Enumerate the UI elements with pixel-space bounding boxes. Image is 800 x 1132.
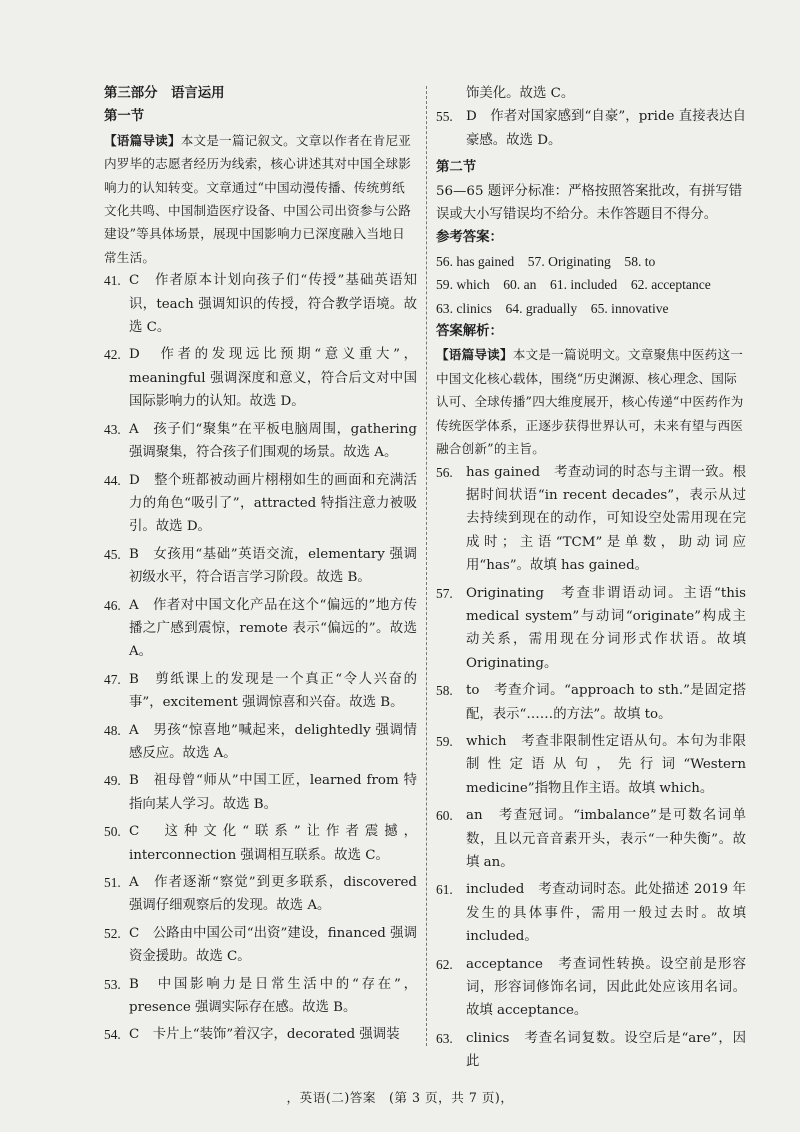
item-explanation: A 孩子们“聚集”在平板电脑周围，gathering 强调聚集，符合孩子们围观的场景。故选 A。 — [129, 421, 417, 461]
item-explanation: C 公路由中国公司“出资”建设，financed 强调资金援助。故选 C。 — [129, 925, 417, 965]
answer-item-57 — [436, 582, 746, 676]
guide-tag: 【语篇导读】 — [436, 347, 513, 363]
item-explanation: has gained 考查动词的时态与主谓一致。根据时间状语“in recent decades”，表示从过去持续到现在的动作，可知设空处需用现在完成时；主语“TCM”是单数，助动词应用“has”。故填 has gained。 — [466, 464, 746, 574]
item-number: 47. — [104, 671, 121, 687]
answer-item-41 — [104, 269, 417, 339]
answer-item-51 — [104, 871, 417, 918]
item-number: 60. — [436, 808, 453, 824]
analysis-title: 答案解析： — [436, 324, 503, 340]
guide-tag: 【语篇导读】 — [104, 132, 181, 148]
scoring-criteria: 56—65 题评分标准：严格按照答案批改，有拼写错误或大小写错误均不给分。未作答题目不得分。 — [436, 183, 743, 223]
item-number: 52. — [104, 925, 121, 941]
part-title: 第三部分 语言运用 — [104, 86, 225, 101]
item-number: 61. — [436, 882, 453, 898]
item-number: 42. — [104, 347, 121, 363]
item-explanation: A 作者对中国文化产品在这个“偏远的”地方传播之广感到震惊，remote 表示“偏远的”。故选 A。 — [129, 597, 417, 660]
item-54-continuation: 饰美化。故选 C。 — [466, 86, 575, 101]
answer-item-56 — [436, 461, 746, 578]
section-2-title: 第二节 — [436, 160, 477, 176]
item-number: 54. — [104, 1027, 121, 1043]
answer-item-62 — [436, 953, 746, 1023]
answer-item-60 — [436, 804, 746, 874]
item-number: 63. — [436, 1030, 453, 1046]
answer-item-50 — [104, 820, 417, 867]
item-explanation: to 考查介词。“approach to sth.”是固定搭配，表示“……的方法”。故填 to。 — [466, 683, 746, 722]
page-footer: ，英语(二)答案 (第 3 页，共 7 页)， — [286, 1090, 514, 1105]
answer-item-53 — [104, 973, 417, 1020]
passage-guide — [436, 343, 746, 460]
answer-item-55 — [436, 105, 746, 152]
item-explanation: C 这种文化“联系”让作者震撼，interconnection 强调相互联系。故选 C。 — [129, 824, 417, 863]
item-explanation: A 作者逐渐“察觉”到更多联系，discovered 强调仔细观察后的发现。故选 A。 — [129, 875, 417, 914]
item-explanation: an 考查冠词。“imbalance”是可数名词单数，且以元音音素开头，表示“一种失衡”。故填 an。 — [466, 808, 746, 870]
item-number: 49. — [104, 773, 121, 789]
answer-item-43 — [104, 418, 417, 465]
item-number: 55. — [436, 109, 453, 125]
answer-item-44 — [104, 469, 417, 539]
item-explanation: D 作者对国家感到“自豪”，pride 直接表达自豪感。故选 D。 — [466, 109, 746, 148]
item-number: 41. — [104, 273, 121, 289]
column-divider — [426, 86, 427, 1046]
item-number: 44. — [104, 472, 121, 488]
answer-item-42 — [104, 343, 417, 413]
answer-item-52 — [104, 922, 417, 969]
section-1-title: 第一节 — [104, 109, 145, 125]
answer-item-49 — [104, 769, 417, 816]
answer-item-59 — [436, 730, 746, 800]
item-explanation: D 整个班都被动画片栩栩如生的画面和充满活力的角色“吸引了”，attracted 特指注意力被吸引。故选 D。 — [129, 472, 417, 535]
item-number: 43. — [104, 421, 121, 437]
reference-answers-line-1: 56. has gained 57. Originating 58. to — [436, 253, 656, 269]
item-number: 58. — [436, 683, 453, 699]
item-number: 56. — [436, 464, 453, 480]
item-number: 50. — [104, 824, 121, 840]
passage-guide — [104, 129, 417, 269]
item-number: 46. — [104, 597, 121, 613]
reference-answers-line-3: 63. clinics 64. gradually 65. innovative — [436, 300, 669, 316]
answer-item-58 — [436, 679, 746, 726]
item-explanation: clinics 考查名词复数。设空后是“are”，因此 — [466, 1030, 746, 1070]
answer-item-45 — [104, 543, 417, 590]
answer-item-48 — [104, 719, 417, 766]
item-explanation: D 作者的发现远比预期“意义重大”，meaningful 强调深度和意义，符合后文对中国国际影响力的认知。故选 D。 — [129, 347, 417, 410]
reference-answers-line-2: 59. which 60. an 61. included 62. acceptance — [436, 277, 711, 293]
guide-text: 本文是一篇说明文。文章聚焦中医药这一中国文化核心载体，围绕“历史渊源、核心理念、国际认可、全球传播”四大维度展开，核心传递“中医药作为传统医学体系，正逐步获得世界认可，未来有望与西医融合创新”的主旨。 — [436, 347, 744, 457]
item-explanation: C 作者原本计划向孩子们“传授”基础英语知识，teach 强调知识的传授，符合教学语境。故选 C。 — [129, 273, 417, 336]
item-explanation: A 男孩“惊喜地”喊起来，delightedly 强调情感反应。故选 A。 — [129, 722, 417, 761]
left-column — [104, 82, 417, 1051]
item-number: 62. — [436, 956, 453, 972]
answer-item-46 — [104, 594, 417, 664]
guide-text: 本文是一篇记叙文。文章以作者在肯尼亚内罗毕的志愿者经历为线索，核心讲述其对中国全球影响力的认知转变。文章通过“中国动漫传播、传统剪纸文化共鸣、中国制造医疗设备、中国公司出资参与公路建设”等具体场景，展现中国影响力已深度融入当地日常生活。 — [104, 132, 412, 265]
answer-item-63 — [436, 1027, 746, 1074]
item-number: 57. — [436, 585, 453, 601]
item-number: 48. — [104, 722, 121, 738]
reference-answers-title: 参考答案： — [436, 230, 503, 246]
item-explanation: C 卡片上“装饰”着汉字，decorated 强调装 — [129, 1027, 400, 1043]
item-explanation: included 考查动词时态。此处描述 2019 年发生的具体事件，需用一般过去时。故填 included。 — [466, 882, 746, 945]
answer-item-47 — [104, 668, 417, 715]
item-explanation: B 剪纸课上的发现是一个真正“令人兴奋的事”，excitement 强调惊喜和兴奋。故选 B。 — [129, 671, 417, 711]
item-explanation: which 考查非限制性定语从句。本句为非限制性定语从句，先行词“Western medicine”指物且作主语。故填 which。 — [466, 733, 746, 796]
item-explanation: B 中国影响力是日常生活中的“存在”，presence 强调实际存在感。故选 B。 — [129, 976, 417, 1016]
item-number: 45. — [104, 546, 121, 562]
right-column — [436, 82, 746, 1078]
item-explanation: B 女孩用“基础”英语交流，elementary 强调初级水平，符合语言学习阶段。故选 B。 — [129, 546, 417, 586]
item-number: 51. — [104, 875, 121, 890]
item-number: 59. — [436, 733, 453, 749]
item-explanation: Originating 考查非谓语动词。主语“this medical system”与动词“originate”构成主动关系，需用现在分词形式作状语。故填 Originating。 — [466, 585, 746, 671]
item-explanation: acceptance 考查词性转换。设空前是形容词，形容词修饰名词，因此此处应该用名词。故填 acceptance。 — [466, 956, 746, 1019]
item-explanation: B 祖母曾“师从”中国工匠，learned from 特指向某人学习。故选 B。 — [129, 773, 417, 812]
answer-item-54 — [104, 1023, 417, 1046]
item-number: 53. — [104, 976, 121, 992]
answer-item-61 — [436, 878, 746, 948]
